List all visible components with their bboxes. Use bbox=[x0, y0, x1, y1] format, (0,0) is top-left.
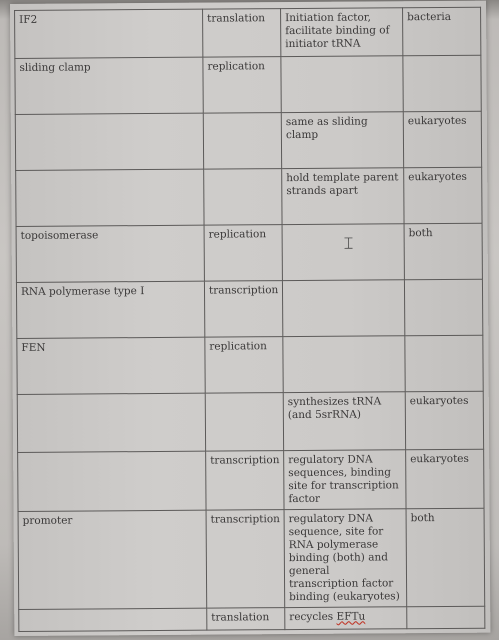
cell-process bbox=[204, 169, 282, 226]
cell-organism bbox=[407, 606, 485, 629]
cell-function: hold template parent strands apart bbox=[282, 168, 404, 225]
cell-organism: eukaryotes bbox=[405, 391, 483, 450]
table-row bbox=[15, 7, 481, 58]
cell-function-text: recycles bbox=[289, 610, 334, 624]
cell-function bbox=[285, 607, 407, 630]
cell-process bbox=[205, 393, 283, 452]
cell-process: translation bbox=[207, 608, 285, 631]
cell-organism: both bbox=[406, 508, 485, 607]
cell-organism: eukaryotes bbox=[404, 167, 482, 224]
cell-name bbox=[16, 169, 204, 226]
cell-name: RNA polymerase type I bbox=[16, 281, 204, 338]
cell-process: replication bbox=[205, 337, 283, 394]
table-row bbox=[16, 279, 482, 338]
table-row bbox=[15, 111, 481, 170]
cell-function bbox=[281, 56, 403, 113]
table-row bbox=[17, 335, 483, 394]
table-row bbox=[16, 167, 482, 226]
cell-name: sliding clamp bbox=[15, 57, 203, 114]
table-row bbox=[15, 55, 481, 114]
table-row bbox=[18, 449, 484, 511]
cell-function: regulatory DNA sequences, binding site for transcription factor bbox=[284, 450, 406, 510]
cell-name bbox=[19, 608, 207, 631]
cell-organism bbox=[404, 279, 482, 336]
cell-name: IF2 bbox=[15, 9, 203, 58]
cell-organism bbox=[405, 335, 483, 392]
cell-name bbox=[15, 113, 203, 170]
table-row bbox=[19, 606, 485, 631]
cell-name: promoter bbox=[18, 510, 207, 609]
cell-process: transcription bbox=[206, 510, 285, 609]
cell-name bbox=[18, 451, 206, 511]
cell-process bbox=[203, 113, 281, 170]
protein-function-table bbox=[14, 7, 485, 632]
cell-organism bbox=[403, 55, 481, 112]
cell-process: transcription bbox=[206, 451, 284, 511]
cell-process: replication bbox=[204, 225, 282, 282]
cell-function: synthesizes tRNA (and 5srRNA) bbox=[283, 392, 405, 451]
text-cursor-icon: ⌶ bbox=[343, 233, 354, 253]
table-row bbox=[17, 391, 483, 452]
cell-function: same as sliding clamp bbox=[281, 112, 403, 169]
table-row bbox=[16, 223, 482, 282]
cell-function bbox=[283, 336, 405, 393]
cell-function bbox=[282, 280, 404, 337]
spellcheck-term: EFTu bbox=[336, 610, 366, 623]
cell-name: topoisomerase bbox=[16, 225, 204, 282]
cell-organism: eukaryotes bbox=[406, 449, 484, 509]
cell-function: Initiation factor, facilitate binding of initiator tRNA bbox=[281, 8, 403, 57]
cell-organism: both bbox=[404, 223, 482, 280]
table-row bbox=[18, 508, 485, 609]
cell-name bbox=[17, 393, 205, 452]
cell-organism: bacteria bbox=[403, 7, 481, 56]
worksheet-page bbox=[10, 1, 490, 636]
cell-function: regulatory DNA sequence, site for RNA polymerase binding (both) and general transcription factor binding (eukaryotes) bbox=[284, 509, 407, 608]
cell-name: FEN bbox=[17, 337, 205, 394]
cell-process: translation bbox=[203, 9, 281, 58]
cell-process: transcription bbox=[204, 281, 282, 338]
cell-process: replication bbox=[203, 57, 281, 114]
cell-organism: eukaryotes bbox=[403, 111, 481, 168]
